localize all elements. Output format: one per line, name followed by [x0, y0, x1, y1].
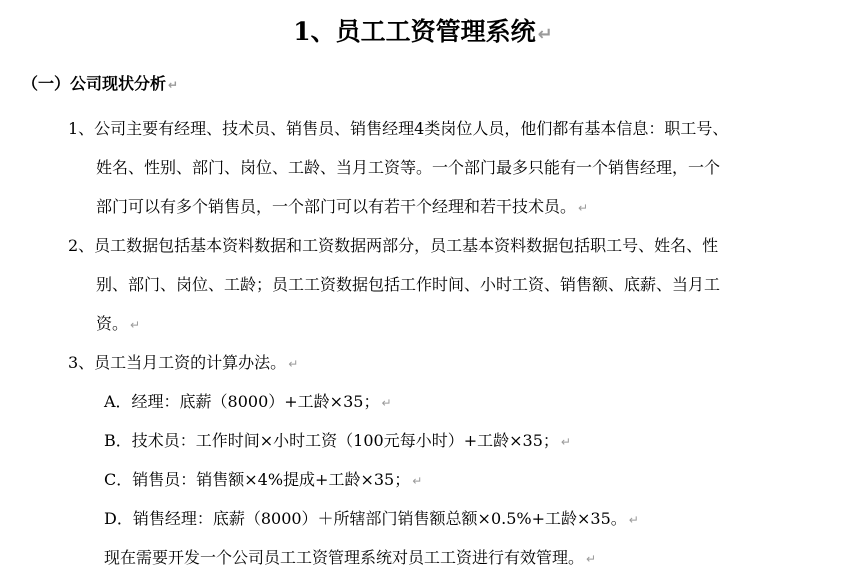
formula-b: [104, 430, 571, 453]
formula-a: [104, 391, 392, 414]
paragraph-mark-icon: ↵: [586, 552, 597, 566]
paragraph-mark-icon: ↵: [578, 201, 589, 215]
paragraph-mark-icon: ↵: [168, 78, 179, 92]
item3-line1: [68, 352, 298, 375]
paragraph-mark-icon: ↵: [130, 318, 141, 332]
paragraph-mark-icon: ↵: [628, 513, 639, 527]
closing-paragraph-text: 现在需要开发一个公司员工工资管理系统对员工工资进行有效管理。: [104, 548, 585, 567]
paragraph-mark-icon: ↵: [381, 396, 392, 410]
paragraph-mark-icon: ↵: [537, 24, 553, 45]
item2-line2: 别、部门、岗位、工龄；员工工资数据包括工作时间、小时工资、销售额、底薪、当月工: [96, 275, 721, 294]
document-title-text: 1、员工工资管理系统: [293, 17, 536, 46]
item3-line1-text: 3、员工当月工资的计算办法。: [68, 353, 287, 372]
closing-paragraph: [104, 547, 596, 570]
item1-line1: 1、公司主要有经理、技术员、销售员、销售经理4类岗位人员，他们都有基本信息：职工号、: [68, 119, 729, 138]
item1-line2: 姓名、性别、部门、岗位、工龄、当月工资等。一个部门最多只能有一个销售经理，一个: [96, 158, 721, 177]
formula-c-text: C．销售员：销售额×4%提成+工龄×35；: [104, 470, 411, 489]
section-heading: [22, 73, 178, 96]
item1-line3: [96, 196, 588, 219]
formula-d: [104, 508, 639, 531]
formula-d-text: D．销售经理：底薪（8000）＋所辖部门销售额总额×0.5%+工龄×35。: [104, 509, 627, 528]
paragraph-mark-icon: ↵: [288, 357, 299, 371]
formula-a-text: A．经理：底薪（8000）+工龄×35；: [104, 392, 380, 411]
document-title: [0, 14, 846, 53]
formula-c: [104, 469, 422, 492]
formula-b-text: B．技术员：工作时间×小时工资（100元每小时）+工龄×35；: [104, 431, 559, 450]
paragraph-mark-icon: ↵: [412, 474, 423, 488]
section-heading-text: （一）公司现状分析: [22, 74, 167, 93]
item1-line3-text: 部门可以有多个销售员，一个部门可以有若干个经理和若干技术员。: [96, 197, 577, 216]
item2-line1: 2、员工数据包括基本资料数据和工资数据两部分，员工基本资料数据包括职工号、姓名、性: [68, 236, 719, 255]
paragraph-mark-icon: ↵: [560, 435, 571, 449]
item2-line3-text: 资。: [96, 314, 129, 333]
item2-line3: [96, 313, 140, 336]
